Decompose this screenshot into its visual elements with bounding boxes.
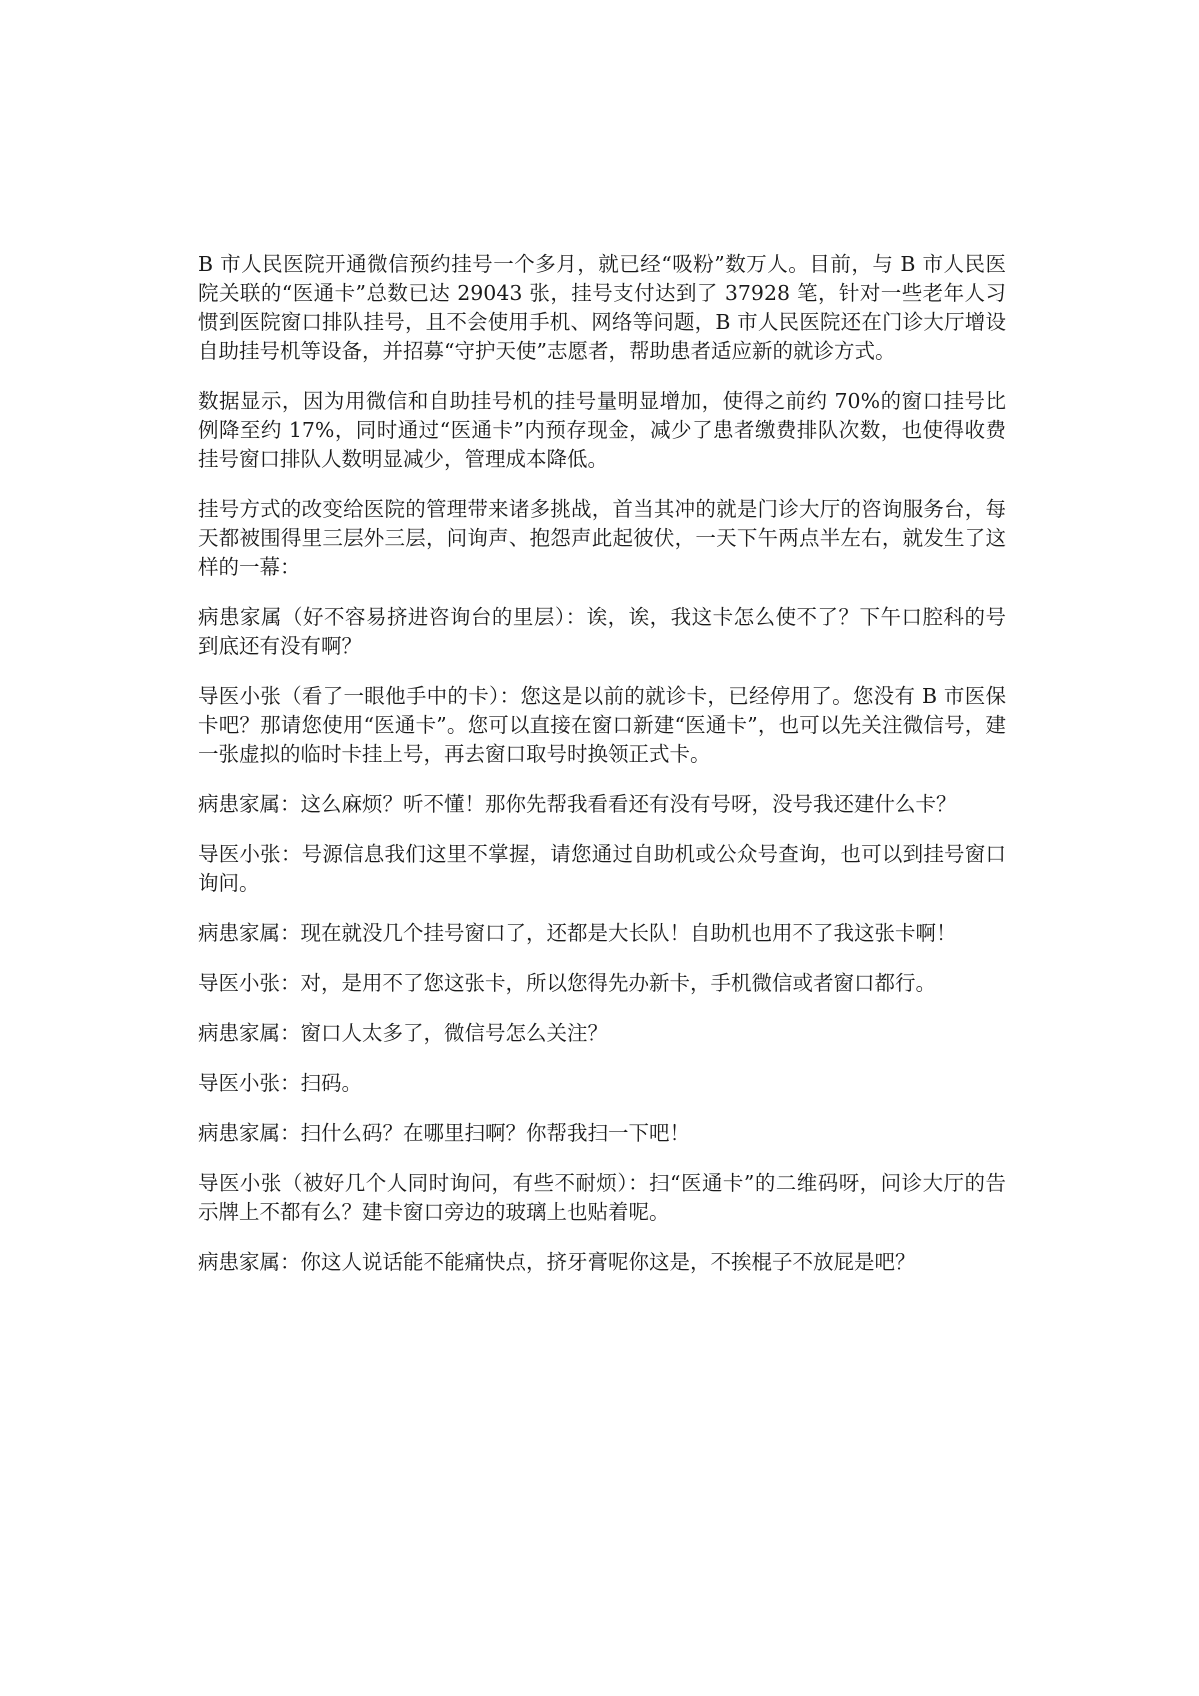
dialogue-line: 病患家属（好不容易挤进咨询台的里层）：诶，诶，我这卡怎么使不了？下午口腔科的号到底还有没有啊？ (198, 605, 1006, 658)
dialogue-line: 病患家属：窗口人太多了，微信号怎么关注？ (198, 1021, 608, 1045)
paragraph-intro: B 市人民医院开通微信预约挂号一个多月，就已经“吸粉”数万人。目前，与 B 市人民医院关联的“医通卡”总数已达 29043 张，挂号支付达到了 37928 笔，针对一些老年人习惯到医院窗口排队挂号，且不会使用手机、网络等问题，B 市人民医院还在门诊大厅增设自助挂号机等设备，并招募“守护天使”志愿者，帮助患者适应新的就诊方式。 (198, 252, 1006, 363)
dialogue-line: 病患家属：这么麻烦？听不懂！那你先帮我看看还有没有号呀，没号我还建什么卡？ (198, 792, 957, 816)
paragraph-challenge: 挂号方式的改变给医院的管理带来诸多挑战，首当其冲的就是门诊大厅的咨询服务台，每天都被围得里三层外三层，问询声、抱怨声此起彼伏，一天下午两点半左右，就发生了这样的一幕： (198, 497, 1006, 579)
dialogue-line: 病患家属：你这人说话能不能痛快点，挤牙膏呢你这是，不挨棍子不放屁是吧？ (198, 1250, 916, 1274)
dialogue-line: 导医小张（看了一眼他手中的卡）：您这是以前的就诊卡，已经停用了。您没有 B 市医保卡吧？那请您使用“医通卡”。您可以直接在窗口新建“医通卡”，也可以先关注微信号，建一张虚拟的临时卡挂上号，再去窗口取号时换领正式卡。 (198, 684, 1006, 766)
dialogue-line: 导医小张：对，是用不了您这张卡，所以您得先办新卡，手机微信或者窗口都行。 (198, 971, 936, 995)
dialogue-line: 导医小张：扫码。 (198, 1071, 362, 1095)
document-body (198, 250, 1006, 1298)
dialogue-line: 导医小张：号源信息我们这里不掌握，请您通过自助机或公众号查询，也可以到挂号窗口询问。 (198, 842, 1006, 895)
dialogue-line: 病患家属：扫什么码？在哪里扫啊？你帮我扫一下吧！ (198, 1121, 690, 1145)
dialogue-line: 导医小张（被好几个人同时询问，有些不耐烦）：扫“医通卡”的二维码呀，问诊大厅的告示牌上不都有么？建卡窗口旁边的玻璃上也贴着呢。 (198, 1171, 1006, 1224)
dialogue-line: 病患家属：现在就没几个挂号窗口了，还都是大长队！自助机也用不了我这张卡啊！ (198, 921, 957, 945)
paragraph-data: 数据显示，因为用微信和自助挂号机的挂号量明显增加，使得之前约 70%的窗口挂号比例降至约 17%，同时通过“医通卡”内预存现金，减少了患者缴费排队次数，也使得收费挂号窗口排队人数明显减少，管理成本降低。 (198, 389, 1006, 471)
